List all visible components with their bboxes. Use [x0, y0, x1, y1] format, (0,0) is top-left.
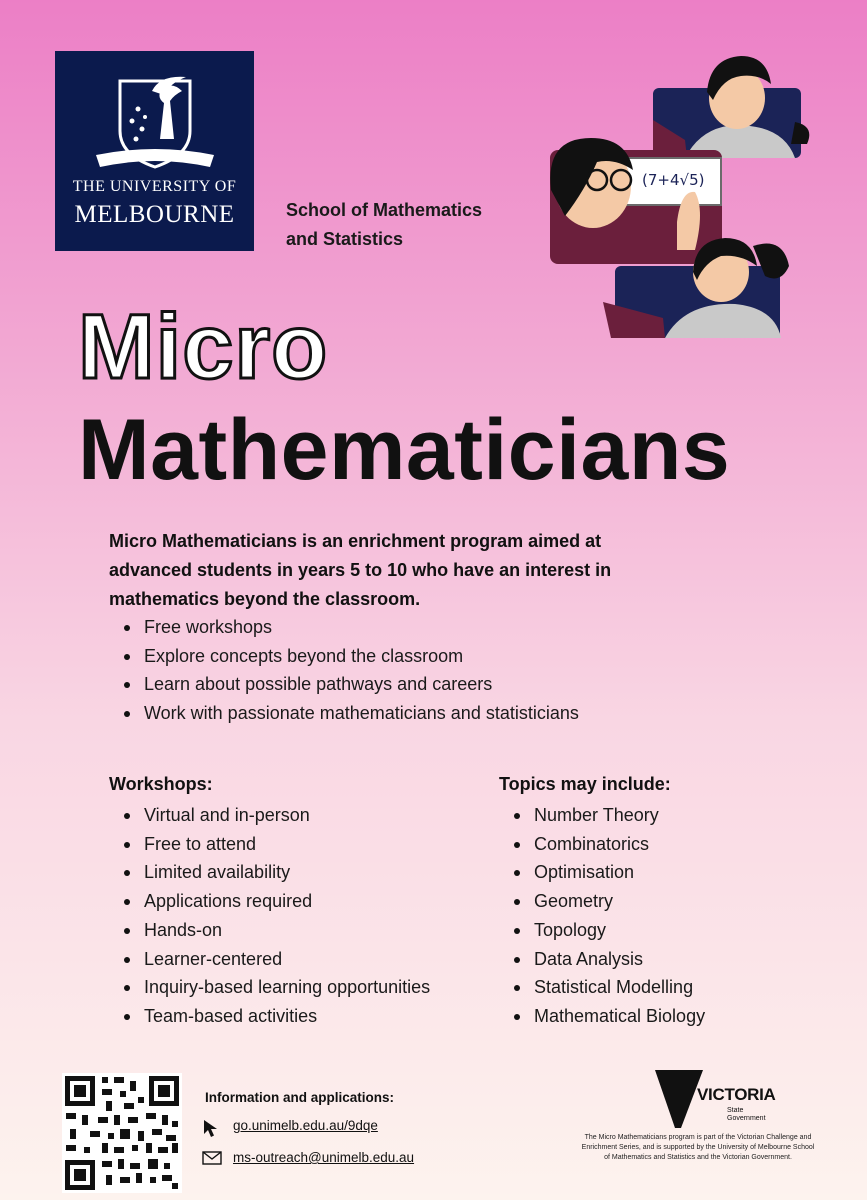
website-link[interactable]: go.unimelb.edu.au/9dqe	[233, 1118, 378, 1133]
victoria-sub-line1: State	[727, 1107, 744, 1114]
list-item: Statistical Modelling	[499, 973, 839, 1002]
victoria-subtitle	[727, 1107, 777, 1123]
topics-heading: Topics may include:	[499, 774, 671, 794]
workshops-list	[109, 801, 489, 1031]
list-item: Mathematical Biology	[499, 1002, 839, 1031]
title-line1: Micro	[78, 296, 329, 398]
list-item: Limited availability	[109, 858, 489, 887]
list-item: Virtual and in-person	[109, 801, 489, 830]
list-item: Explore concepts beyond the classroom	[109, 642, 709, 671]
list-item: Geometry	[499, 887, 839, 916]
list-item: Free workshops	[109, 613, 709, 642]
list-item: Learner-centered	[109, 945, 489, 974]
list-item: Topology	[499, 916, 839, 945]
qr-code[interactable]	[62, 1073, 182, 1193]
list-item: Work with passionate mathematicians and statisticians	[109, 699, 709, 728]
university-logo	[55, 51, 254, 251]
logo-text-line2: MELBOURNE	[74, 201, 235, 228]
list-item: Optimisation	[499, 858, 839, 887]
list-item: Learn about possible pathways and careers	[109, 670, 709, 699]
website-link-row[interactable]	[202, 1118, 378, 1141]
logo-text-line1: THE UNIVERSITY OF	[72, 178, 237, 195]
victoria-sub-line2: Government	[727, 1115, 766, 1122]
intro-bullet-list	[109, 613, 709, 728]
list-item: Inquiry-based learning opportunities	[109, 973, 489, 1002]
students-illustration	[545, 40, 815, 340]
school-name	[286, 196, 482, 254]
school-name-line1: School of Mathematics	[286, 200, 483, 220]
victoria-government-logo	[655, 1070, 776, 1133]
list-item: Applications required	[109, 887, 489, 916]
contact-heading: Information and applications:	[205, 1090, 395, 1105]
list-item: Free to attend	[109, 830, 489, 859]
envelope-icon	[202, 1150, 222, 1166]
list-item: Number Theory	[499, 801, 839, 830]
list-item: Hands-on	[109, 916, 489, 945]
list-item: Combinatorics	[499, 830, 839, 859]
title-line2: Mathematicians	[78, 402, 731, 498]
victoria-name: VICTORIA	[697, 1085, 776, 1104]
topics-list	[499, 801, 839, 1031]
equation-text: (7+4√5)	[642, 171, 705, 189]
school-name-line2: and Statistics	[286, 229, 404, 249]
email-link[interactable]: ms-outreach@unimelb.edu.au	[233, 1150, 415, 1165]
list-item: Data Analysis	[499, 945, 839, 974]
program-note: The Micro Mathematicians program is part of the Victorian Challenge and Enrichment Series, and is supported by the University of Melbourne School of Mathematics and Statistics and the Victorian Government.	[581, 1134, 815, 1161]
list-item: Team-based activities	[109, 1002, 489, 1031]
victoria-v-icon	[655, 1070, 703, 1128]
university-crest-icon	[90, 69, 220, 174]
email-link-row[interactable]	[202, 1150, 415, 1169]
cursor-icon	[202, 1118, 220, 1138]
workshops-heading: Workshops:	[109, 774, 213, 794]
intro-text: Micro Mathematicians is an enrichment program aimed at advanced students in years 5 to 10 who have an interest in mathematics beyond the classroom.	[109, 531, 612, 609]
